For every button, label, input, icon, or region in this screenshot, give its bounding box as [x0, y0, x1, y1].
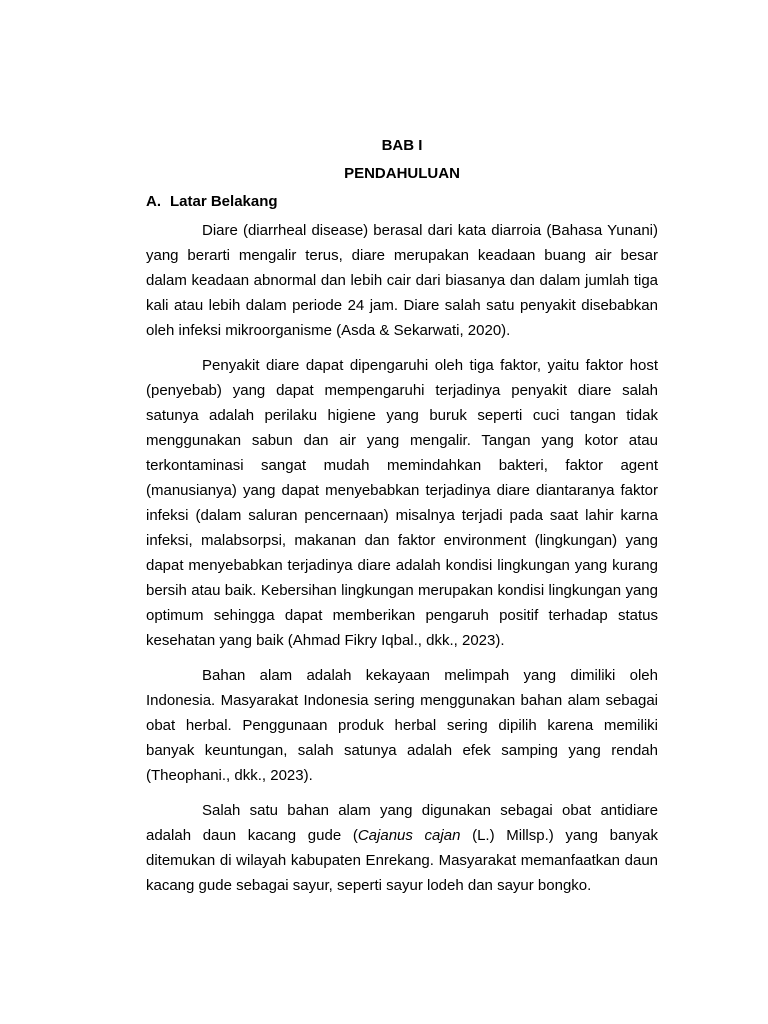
paragraph-3: Bahan alam adalah kekayaan melimpah yang dimiliki oleh Indonesia. Masyarakat Indonesia sering menggunakan bahan alam sebagai obat herbal. Penggunaan produk herbal sering dipilih karena memiliki banyak keuntungan, salah satunya adalah efek samping yang rendah (Theophani., dkk., 2023).: [146, 667, 658, 784]
document-page: [146, 136, 658, 898]
section-title: Latar Belakang: [170, 193, 278, 210]
paragraph-4-text-before: Salah satu bahan alam yang digunakan sebagai obat antidiare adalah daun kacang gude (: [146, 802, 658, 844]
section-marker: A.: [146, 193, 161, 210]
paragraph-4-text-after: (L.) Millsp.) yang banyak ditemukan di wilayah kabupaten Enrekang. Masyarakat memanfaatkan daun kacang gude sebagai sayur, seperti sayur lodeh dan sayur bongko.: [146, 827, 658, 894]
paragraph-2: Penyakit diare dapat dipengaruhi oleh tiga faktor, yaitu faktor host (penyebab) yang dapat mempengaruhi terjadinya penyakit diare salah satunya adalah perilaku higiene yang buruk seperti cuci tangan tidak menggunakan sabun dan air yang mengalir. Tangan yang kotor atau terkontaminasi sangat mudah memindahkan bakteri, faktor agent (manusianya) yang dapat menyebabkan terjadinya diare diantaranya faktor infeksi (dalam saluran pencernaan) misalnya terjadi pada saat lahir karna infeksi, malabsorpsi, makanan dan faktor environment (lingkungan) yang dapat menyebabkan terjadinya diare adalah kondisi lingkungan yang kurang bersih atau baik. Kebersihan lingkungan merupakan kondisi lingkungan yang optimum sehingga dapat memberikan pengaruh positif terhadap status kesehatan yang baik (Ahmad Fikry Iqbal., dkk., 2023).: [146, 357, 658, 649]
paragraph-4: [146, 798, 658, 898]
species-name-italic: Cajanus cajan: [357, 827, 461, 844]
chapter-number: BAB I: [381, 137, 423, 154]
chapter-title: PENDAHULUAN: [344, 165, 460, 182]
paragraph-1: Diare (diarrheal disease) berasal dari kata diarroia (Bahasa Yunani) yang berarti mengalir terus, diare merupakan keadaan buang air besar dalam keadaan abnormal dan lebih cair dari biasanya dan dalam jumlah tiga kali atau lebih dalam periode 24 jam. Diare salah satu penyakit disebabkan oleh infeksi mikroorganisme (Asda & Sekarwati, 2020).: [146, 222, 658, 339]
section-heading: [146, 192, 658, 212]
